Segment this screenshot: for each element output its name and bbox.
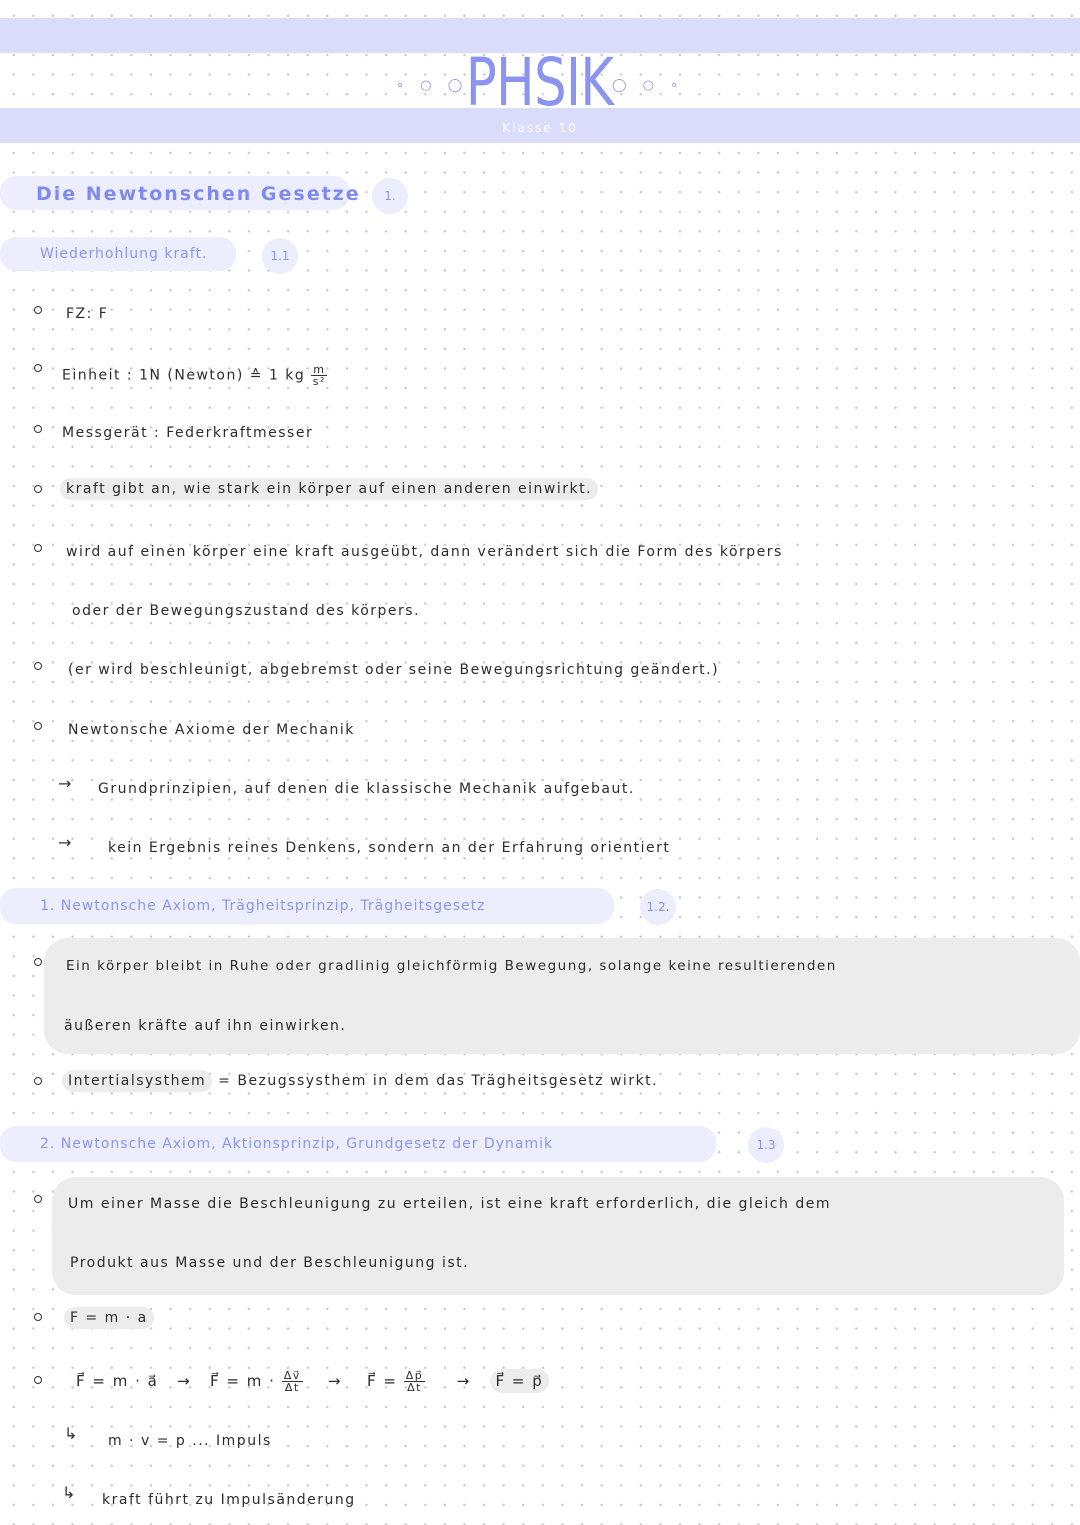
einheit-text: Einheit : 1N (Newton) ≙ 1 kg (62, 367, 306, 384)
list-item: wird auf einen körper eine kraft ausgeübt, dann verändert sich die Form des körpers (66, 544, 783, 560)
list-item: FZ: F (66, 306, 109, 322)
highlighted-term: Intertialsysthem (62, 1070, 212, 1092)
formula: F = m · a (64, 1310, 154, 1326)
bullet-icon (34, 1195, 42, 1203)
list-item (62, 364, 327, 387)
subsection-heading: 1. Newtonsche Axiom, Trägheitsprinzip, Trägheitsgesetz (40, 898, 486, 914)
subsection-number: 1.2. (640, 889, 676, 925)
highlight-box (44, 938, 1080, 1054)
page-subtitle: Klasse 10 (502, 121, 578, 135)
bubble-decoration-right: ◯ ○ ∘ (612, 78, 685, 93)
list-item-continuation: oder der Bewegungszustand des körpers. (72, 603, 421, 619)
section-number: 1. (372, 178, 408, 214)
list-item: m · v = p ... Impuls (108, 1433, 272, 1449)
bullet-icon (34, 958, 42, 966)
subsection-number: 1.3 (748, 1127, 784, 1163)
bullet-icon (34, 662, 42, 670)
list-item (60, 481, 598, 497)
arrow-right-icon: → (58, 833, 72, 852)
list-item: Ein körper bleibt in Ruhe oder gradlinig gleichförmig Bewegung, solange keine resultierenden (66, 958, 837, 974)
list-item: (er wird beschleunigt, abgebremst oder seine Bewegungsrichtung geändert.) (68, 662, 720, 678)
hook-arrow-icon: ↳ (62, 1483, 76, 1502)
list-item-continuation: äußeren kräfte auf ihn einwirken. (64, 1018, 347, 1034)
list-item: kraft führt zu Impulsänderung (102, 1492, 356, 1508)
list-item: Messgerät : Federkraftmesser (62, 425, 314, 441)
bullet-icon (34, 544, 42, 552)
bullet-icon (34, 1376, 42, 1384)
section-heading: Die Newtonschen Gesetze (36, 183, 361, 205)
page-title: PHSIK (466, 44, 614, 121)
list-item: Um einer Masse die Beschleunigung zu erteilen, ist eine kraft erforderlich, die gleich dem (68, 1196, 831, 1212)
bullet-icon (34, 1313, 42, 1321)
unit-fraction: $\frac{m}{\text{s²}}$ (312, 363, 326, 388)
list-item: Grundprinzipien, auf denen die klassische Mechanik aufgebaut. (98, 781, 635, 797)
list-item-continuation: Produkt aus Masse und der Beschleunigung ist. (70, 1255, 470, 1271)
arrow-right-icon: → (58, 774, 72, 793)
highlight-box (52, 1177, 1064, 1295)
bubble-decoration-left: ∘ ○ ◯ (396, 78, 469, 93)
bullet-icon (34, 306, 42, 314)
bullet-icon (34, 722, 42, 730)
bullet-icon (34, 1077, 42, 1085)
bullet-icon (34, 425, 42, 433)
highlighted-definition: kraft gibt an, wie stark ein körper auf einen anderen einwirkt. (60, 478, 598, 500)
bullet-icon (34, 364, 42, 372)
formula-chain: F⃗ = m · a⃗ → F⃗ = m · $\frac{\Delta v⃗}{\Delta t}$ → F⃗ = $\frac{\Delta p⃗}{\Delta t}$ → F⃗ = p⃗ (76, 1370, 549, 1393)
list-item: kein Ergebnis reines Denkens, sondern an der Erfahrung orientiert (108, 840, 671, 856)
hook-arrow-icon: ↳ (64, 1424, 78, 1443)
subsection-number: 1.1 (262, 238, 298, 274)
list-item: Newtonsche Axiome der Mechanik (68, 722, 355, 738)
list-item: Intertialsysthem = Bezugssysthem in dem das Trägheitsgesetz wirkt. (62, 1073, 658, 1089)
subsection-heading: Wiederhohlung kraft. (40, 246, 208, 262)
subsection-heading: 2. Newtonsche Axiom, Aktionsprinzip, Grundgesetz der Dynamik (40, 1136, 554, 1152)
bullet-icon (34, 485, 42, 493)
